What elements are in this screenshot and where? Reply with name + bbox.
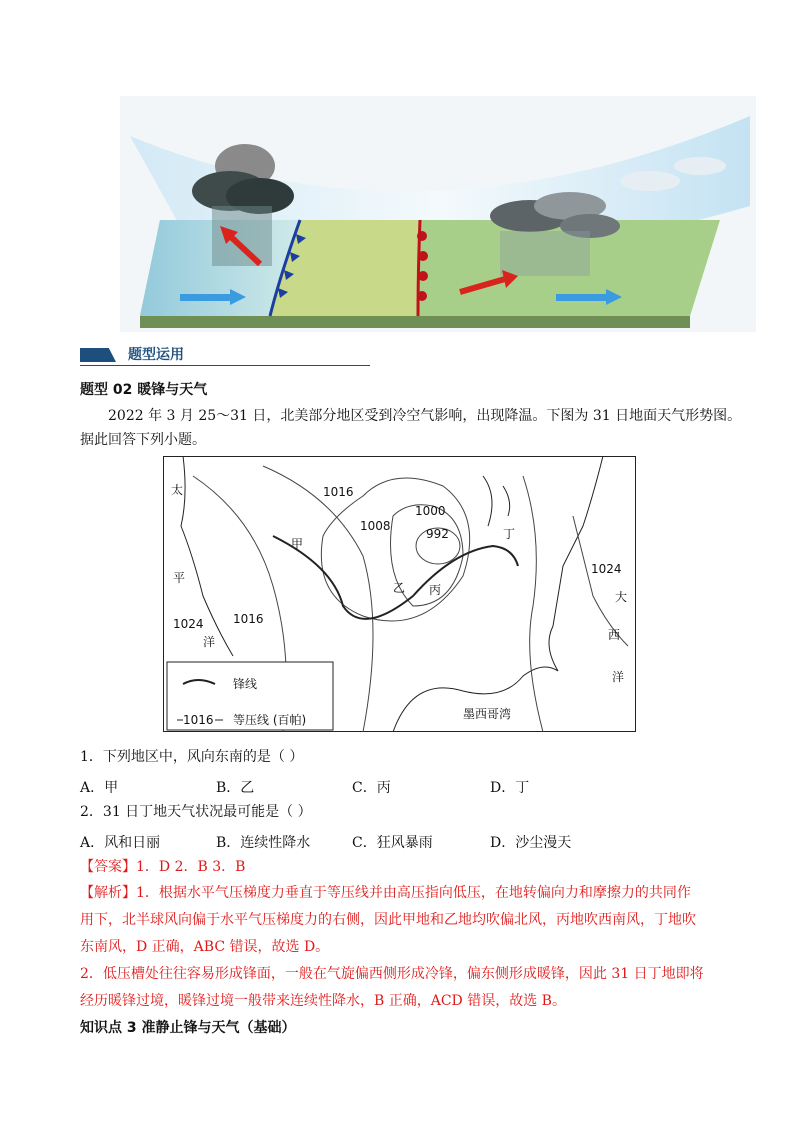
q2-option-d[interactable]: D．沙尘漫天 — [490, 835, 572, 851]
question-2-stem: 2．31 日丁地天气状况最可能是（ ） — [80, 804, 312, 820]
front-illustration — [120, 96, 756, 332]
gulf-label: 墨西哥湾 — [463, 707, 512, 721]
q1-option-c[interactable]: C．丙 — [352, 780, 391, 796]
point-label-yi: 乙 — [393, 581, 406, 595]
section-underline — [80, 365, 370, 366]
section-header — [80, 345, 370, 367]
atlantic-char-2: 西 — [608, 628, 621, 642]
analysis-line-2: 用下，北半球风向偏于水平气压梯度力的右侧，因此甲地和乙地均吹偏北风，丙地吹西南风，丁地吹 — [80, 912, 696, 928]
point-label-bing: 丙 — [429, 583, 442, 597]
answer-line: 【答案】1．D 2．B 3．B — [80, 859, 246, 875]
q2-option-a[interactable]: A．风和日丽 — [80, 835, 161, 851]
question-1-stem: 1．下列地区中，风向东南的是（ ） — [80, 749, 304, 765]
weather-map — [163, 456, 636, 732]
q1-option-b[interactable]: B．乙 — [216, 780, 255, 796]
atlantic-char-3: 洋 — [612, 670, 625, 684]
isobar-label: 1024 — [173, 617, 204, 631]
q2-option-c[interactable]: C．狂风暴雨 — [352, 835, 433, 851]
point-label-ding: 丁 — [503, 527, 516, 541]
isobar-label: 1024 — [591, 562, 622, 576]
isobar-label: 1016 — [323, 485, 354, 499]
pacific-char-3: 洋 — [203, 635, 216, 649]
analysis-line-1: 【解析】1．根据水平气压梯度力垂直于等压线并由高压指向低压，在地转偏向力和摩擦力的共同作 — [80, 885, 691, 901]
isobar-label: 1008 — [360, 519, 391, 533]
q1-option-a[interactable]: A．甲 — [80, 780, 119, 796]
intro-line-2: 据此回答下列小题。 — [80, 432, 206, 448]
legend-isobar-sample: 1016 — [183, 713, 214, 727]
legend-front-label: 锋线 — [233, 677, 258, 691]
section-title: 题型运用 — [128, 347, 184, 363]
analysis-line-5: 经历暖锋过境，暖锋过境一般带来连续性降水，B 正确，ACD 错误，故选 B。 — [80, 993, 566, 1009]
pacific-char-2: 平 — [173, 571, 186, 585]
analysis-line-4: 2．低压槽处往往容易形成锋面，一般在气旋偏西侧形成冷锋，偏东侧形成暖锋，因此 31 日丁地即将 — [80, 966, 704, 982]
atlantic-char-1: 大 — [615, 590, 628, 604]
isobar-label: 1000 — [415, 504, 446, 518]
intro-line-1: 2022 年 3 月 25～31 日，北美部分地区受到冷空气影响，出现降温。下图为 31 日地面天气形势图。 — [108, 408, 742, 424]
legend-isobar-label: 等压线 (百帕) — [233, 713, 307, 727]
isobar-label: 992 — [426, 527, 449, 541]
pacific-char-1: 太 — [171, 483, 184, 497]
section-marker — [80, 348, 116, 362]
point-label-jia: 甲 — [291, 537, 304, 551]
isobar-label: 1016 — [233, 612, 264, 626]
analysis-line-3: 东南风，D 正确，ABC 错误，故选 D。 — [80, 939, 330, 955]
knowledge-point-title: 知识点 3 准静止锋与天气（基础） — [80, 1020, 296, 1036]
question-type-title: 题型 02 暖锋与天气 — [80, 382, 208, 398]
q2-option-b[interactable]: B．连续性降水 — [216, 835, 311, 851]
q1-option-d[interactable]: D．丁 — [490, 780, 530, 796]
